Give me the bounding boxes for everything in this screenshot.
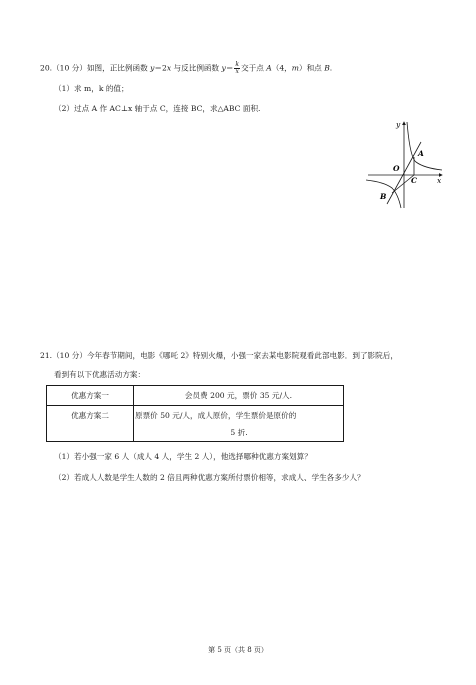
q20-text-a: 如图，正比例函数	[86, 63, 151, 73]
q20-eq2-eq: ＝	[225, 63, 234, 73]
function-graph-figure	[366, 118, 446, 210]
q20-m: m	[291, 63, 299, 73]
q20-coord-a: （4，	[271, 63, 292, 73]
q20-point-a: A	[266, 63, 272, 73]
label-o: O	[393, 164, 400, 173]
q20-frac-den: x	[235, 68, 239, 75]
q20-score: （10 分）	[52, 63, 87, 73]
hyperbola-branch-1	[407, 122, 442, 170]
q20-part1: （1）求 m，k 的值；	[54, 84, 129, 93]
q21-number: 21.	[40, 351, 53, 360]
q20-text-c: 交于点	[241, 63, 267, 73]
q21-stem-line2: 看到有以下优惠活动方案：	[54, 370, 146, 379]
q20-frac-num: k	[235, 61, 240, 68]
q20-eq1-var: y	[150, 63, 155, 73]
plan2-desc-line1: 原票价 50 元/人，成人原价，学生票价是原价的	[135, 410, 297, 420]
q20-fraction	[234, 62, 240, 75]
plan1-desc: 会员费 200 元，票价 35 元/人.	[134, 386, 344, 406]
discount-plans-table	[46, 385, 344, 442]
q20-point-b: B	[324, 63, 330, 73]
label-x: x	[437, 176, 442, 185]
page-footer: 第 5 页（共 8 页）	[208, 646, 268, 654]
label-c: C	[411, 176, 417, 185]
q20-eq1-rest: ＝2	[154, 63, 167, 73]
table-row	[47, 406, 344, 442]
q20-number: 20.	[40, 63, 53, 73]
q21-stem-line1	[40, 351, 398, 361]
plan2-desc-line2: 5 折.	[230, 427, 248, 437]
table-row	[47, 386, 344, 406]
label-b: B	[380, 192, 387, 201]
q20-end: .	[329, 63, 333, 73]
q20-coord-a-end: ）和点	[298, 63, 325, 73]
q20-stem	[40, 62, 332, 75]
q21-part1: （1）若小强一家 6 人（成人 4 人，学生 2 人），他选择哪种优惠方案划算？	[54, 452, 312, 461]
q20-eq1-x: x	[166, 63, 172, 73]
q21-text1: 今年春节期间，电影《哪吒 2》特别火爆，小强一家去某电影院观看此部电影．到了影院后，	[86, 351, 398, 360]
plan2-desc-cell	[134, 406, 344, 442]
label-a: A	[418, 149, 424, 158]
q20-part2: （2）过点 A 作 AC⊥x 轴于点 C，连接 BC，求△ABC 面积.	[54, 104, 261, 113]
q21-part2: （2）若成人人数是学生人数的 2 倍且两种优惠方案所付票价相等，求成人、学生各多少人？	[54, 473, 365, 482]
plan2-name: 优惠方案二	[47, 406, 134, 442]
q20-eq2-var: y	[221, 63, 226, 73]
q21-score: （10 分）	[52, 351, 87, 360]
q20-text-b: 与反比例函数	[171, 63, 222, 73]
plan1-name: 优惠方案一	[47, 386, 134, 406]
label-y: y	[396, 120, 401, 129]
